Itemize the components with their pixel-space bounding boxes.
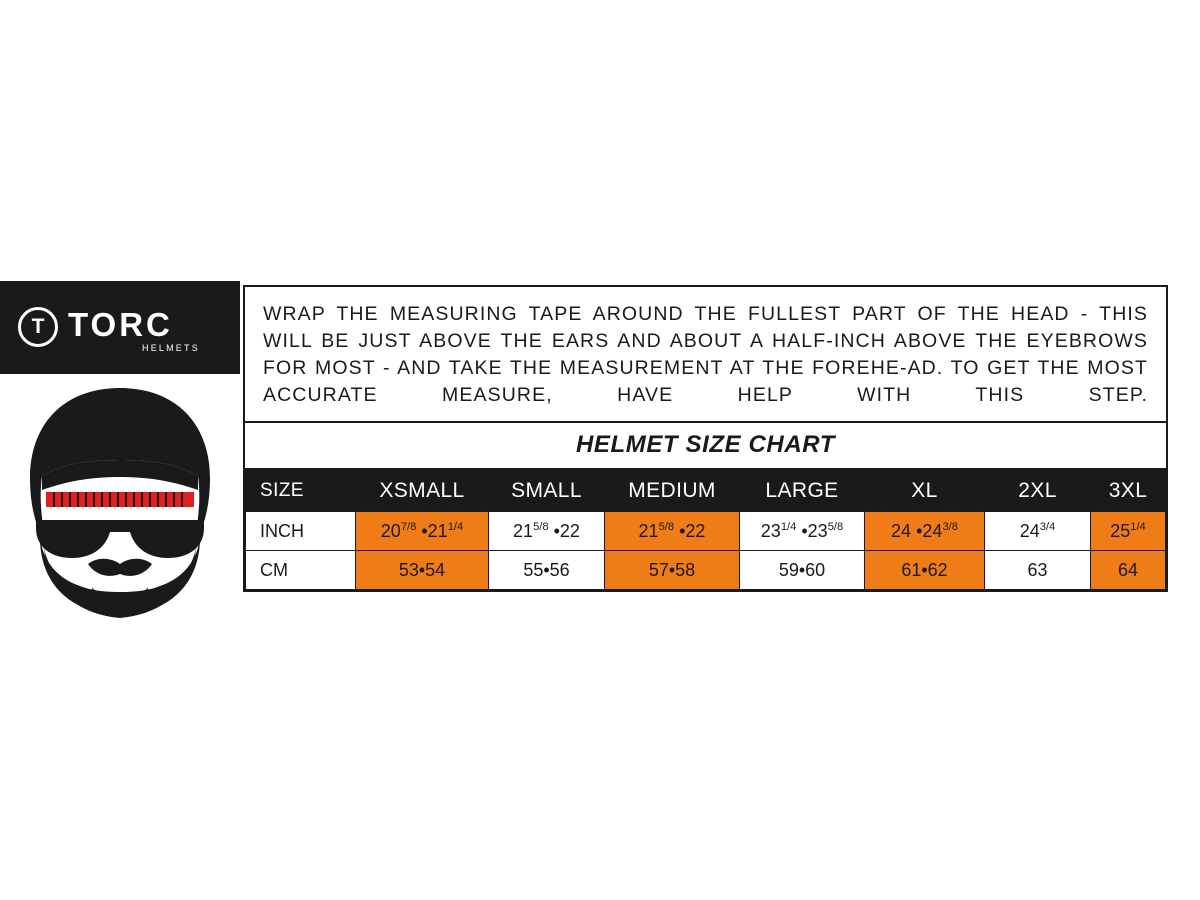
measuring-tape-band: [46, 492, 194, 507]
cell-inch-small: $21^{5/8}$ •22: [489, 512, 605, 551]
brand-subtext: HELMETS: [142, 343, 200, 353]
table-body: [246, 512, 1166, 590]
bearded-head-graphic: [0, 380, 240, 620]
cell-cm-3xl: 64: [1091, 551, 1166, 590]
header-size: SIZE: [246, 471, 356, 512]
header-small: SMALL: [489, 471, 605, 512]
header-medium: MEDIUM: [605, 471, 740, 512]
cell-inch-large: $23^{1/4}$ $•23^{5/8}$: [740, 512, 865, 551]
logo-mark-letter: T: [31, 315, 45, 338]
cell-cm-small: 55•56: [489, 551, 605, 590]
helmet-size-table: [245, 470, 1166, 590]
header-2xl: 2XL: [985, 471, 1091, 512]
cell-cm-xsmall: 53•54: [356, 551, 489, 590]
header-xl: XL: [865, 471, 985, 512]
cell-inch-3xl: $25^{1/4}$: [1091, 512, 1166, 551]
torc-circle-t-icon: [18, 307, 58, 347]
head-measurement-illustration: [0, 380, 240, 620]
size-chart-panel: [243, 285, 1168, 592]
header-3xl: 3XL: [1091, 471, 1166, 512]
brand-and-illustration-column: [0, 281, 240, 620]
brand-wordmark: TORC: [68, 306, 173, 343]
table-row-inch: [246, 512, 1166, 551]
row-label-cm: CM: [246, 551, 356, 590]
cell-inch-xl: 24 $•24^{3/8}$: [865, 512, 985, 551]
cell-inch-medium: $21^{5/8}$ •22: [605, 512, 740, 551]
table-row-cm: [246, 551, 1166, 590]
cell-cm-large: 59•60: [740, 551, 865, 590]
cell-cm-medium: 57•58: [605, 551, 740, 590]
row-label-inch: INCH: [246, 512, 356, 551]
measuring-instructions: WRAP THE MEASURING TAPE AROUND THE FULLEST PART OF THE HEAD - THIS WILL BE JUST ABOVE THE EARS AND ABOUT A HALF-INCH ABOVE THE EYEBROWS FOR MOST - AND TAKE THE MEASUREMENT AT THE FOREHE-AD. TO GET THE MOST ACCURATE MEASURE, HAVE HELP WITH THIS STEP.: [245, 287, 1166, 423]
cell-cm-xl: 61•62: [865, 551, 985, 590]
header-xsmall: XSMALL: [356, 471, 489, 512]
cell-cm-2xl: 63: [985, 551, 1091, 590]
table-header-row: [246, 471, 1166, 512]
header-large: LARGE: [740, 471, 865, 512]
sunglasses-icon: [36, 520, 204, 558]
chart-title: HELMET SIZE CHART: [245, 423, 1166, 470]
table-header: [246, 471, 1166, 512]
torc-logo-panel: [0, 281, 240, 374]
cell-inch-2xl: $24^{3/4}$: [985, 512, 1091, 551]
cell-inch-xsmall: $20^{7/8}$ $•21^{1/4}$: [356, 512, 489, 551]
